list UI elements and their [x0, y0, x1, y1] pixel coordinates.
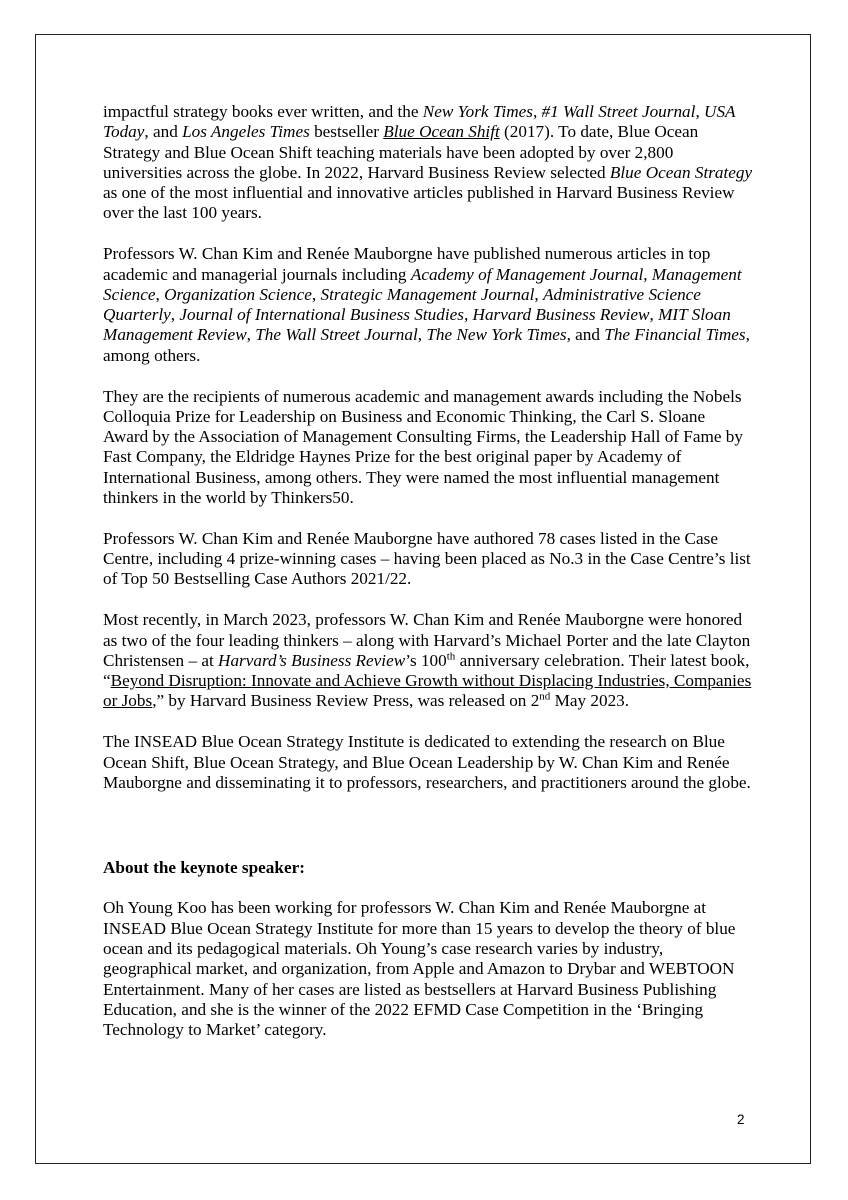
- paragraph-recent-honors: [103, 610, 753, 711]
- text-span: Professors W. Chan Kim and Renée Mauborgne have published numerous articles in top academic and managerial journals including: [103, 244, 711, 284]
- text-span: ,: [170, 305, 180, 325]
- italic-title: Harvard’s Business Review: [218, 650, 406, 670]
- journal-title: MIT Sloan Management Review: [103, 305, 731, 345]
- paragraph-institute: The INSEAD Blue Ocean Strategy Institute is dedicated to extending the research on Blue Ocean Shift, Blue Ocean Strategy, and Blue Ocean Leadership by W. Chan Kim and Renée Mauborgne and disseminating it to professors, researchers, and practitioners around the globe.: [103, 732, 751, 792]
- book-title-link[interactable]: Blue Ocean Shift: [383, 122, 500, 142]
- section-heading-keynote: About the keynote speaker:: [103, 857, 305, 877]
- text-span: ,: [155, 284, 165, 304]
- text-span: ,” by Harvard Business Review Press, was released on 2: [152, 691, 540, 711]
- paragraph-keynote-bio: Oh Young Koo has been working for professors W. Chan Kim and Renée Mauborgne at INSEAD Blue Ocean Strategy Institute for more than 15 years to develop the theory of blue ocean and its pedagogical materials. Oh Young’s case research varies by industry, geographical market, and organization, from Apple and Amazon to Drybar and WEBTOON Entertainment. Many of her cases are listed as bestsellers at Harvard Business Publishing Education, and she is the winner of the 2022 EFMD Case Competition in the ‘Bringing Technology to Market’ category.: [103, 898, 736, 1040]
- text-span: ,: [643, 264, 652, 284]
- book-title-link[interactable]: Beyond Disruption: Innovate and Achieve Growth without Displacing Industries, Companies or Jobs: [103, 671, 752, 711]
- text-span: ,: [649, 305, 659, 325]
- journal-title: The Financial Times: [604, 325, 746, 345]
- text-span: (2017). To date, Blue Ocean Strategy and Blue Ocean Shift teaching materials have been adopted by over 2,800 universities across the globe. In 2022, Harvard Business Review selected: [103, 122, 699, 182]
- spacer: [103, 814, 753, 858]
- text-span: ,: [417, 325, 427, 345]
- journal-title: The Wall Street Journal: [255, 325, 418, 345]
- italic-title: Los Angeles Times: [182, 122, 310, 142]
- text-span: May 2023.: [550, 691, 630, 711]
- paragraph-awards: They are the recipients of numerous academic and management awards including the Nobels Colloquia Prize for Leadership on Business and Economic Thinking, the Carl S. Sloane Award by the Association of Management Consulting Firms, the Leadership Hall of Fame by Fast Company, the Eldridge Haynes Prize for the best original paper by Academy of International Business, among others. They were named the most influential management thinkers in the world by Thinkers50.: [103, 386, 743, 508]
- text-span: ,: [532, 102, 542, 121]
- journal-title: Administrative Science Quarterly: [103, 284, 701, 325]
- journal-title: The New York Times: [426, 325, 567, 345]
- journal-title: Organization Science: [164, 284, 312, 304]
- paragraph-cases: Professors W. Chan Kim and Renée Mauborgne have authored 78 cases listed in the Case Centre, including 4 prize-winning cases – having been placed as No.3 in the Case Centre’s list of Top 50 Bestselling Case Authors 2021/22.: [103, 528, 751, 589]
- text-span: , among others.: [103, 325, 750, 365]
- journal-title: Journal of International Business Studies: [179, 305, 464, 325]
- text-span: anniversary celebration. Their latest book, “: [103, 650, 750, 691]
- text-span: ,: [311, 284, 321, 304]
- text-span: ,: [695, 102, 705, 121]
- italic-title: New York Times: [422, 102, 533, 121]
- journal-title: Strategic Management Journal: [320, 284, 535, 304]
- journal-title: Management Science: [103, 264, 742, 304]
- superscript: th: [446, 650, 456, 663]
- text-span: , and: [144, 122, 183, 142]
- text-span: Most recently, in March 2023, professors W. Chan Kim and Renée Mauborgne were honored as two of the four leading thinkers – along with Harvard’s Michael Porter and the late Clayton Christensen – at: [103, 610, 751, 670]
- italic-title: Blue Ocean Strategy: [609, 162, 753, 182]
- italic-title: USA Today: [103, 102, 736, 142]
- journal-title: Academy of Management Journal: [410, 264, 644, 284]
- document-body: [103, 102, 753, 1061]
- text-span: , and: [566, 325, 605, 345]
- text-span: bestseller: [309, 122, 384, 142]
- text-span: ,: [246, 325, 256, 345]
- text-span: as one of the most influential and innovative articles published in Harvard Business Review over the last 100 years.: [103, 183, 735, 223]
- superscript: nd: [539, 690, 551, 703]
- page-number: 2: [737, 1112, 745, 1127]
- paragraph-publications: [103, 244, 753, 366]
- text-span: ’s 100: [405, 650, 447, 670]
- italic-title: #1 Wall Street Journal: [541, 102, 696, 121]
- paragraph-books-intro: [103, 102, 753, 224]
- journal-title: Harvard Business Review: [472, 305, 650, 325]
- text-span: impactful strategy books ever written, and the: [103, 102, 423, 121]
- text-span: ,: [534, 284, 543, 304]
- text-span: ,: [463, 305, 473, 325]
